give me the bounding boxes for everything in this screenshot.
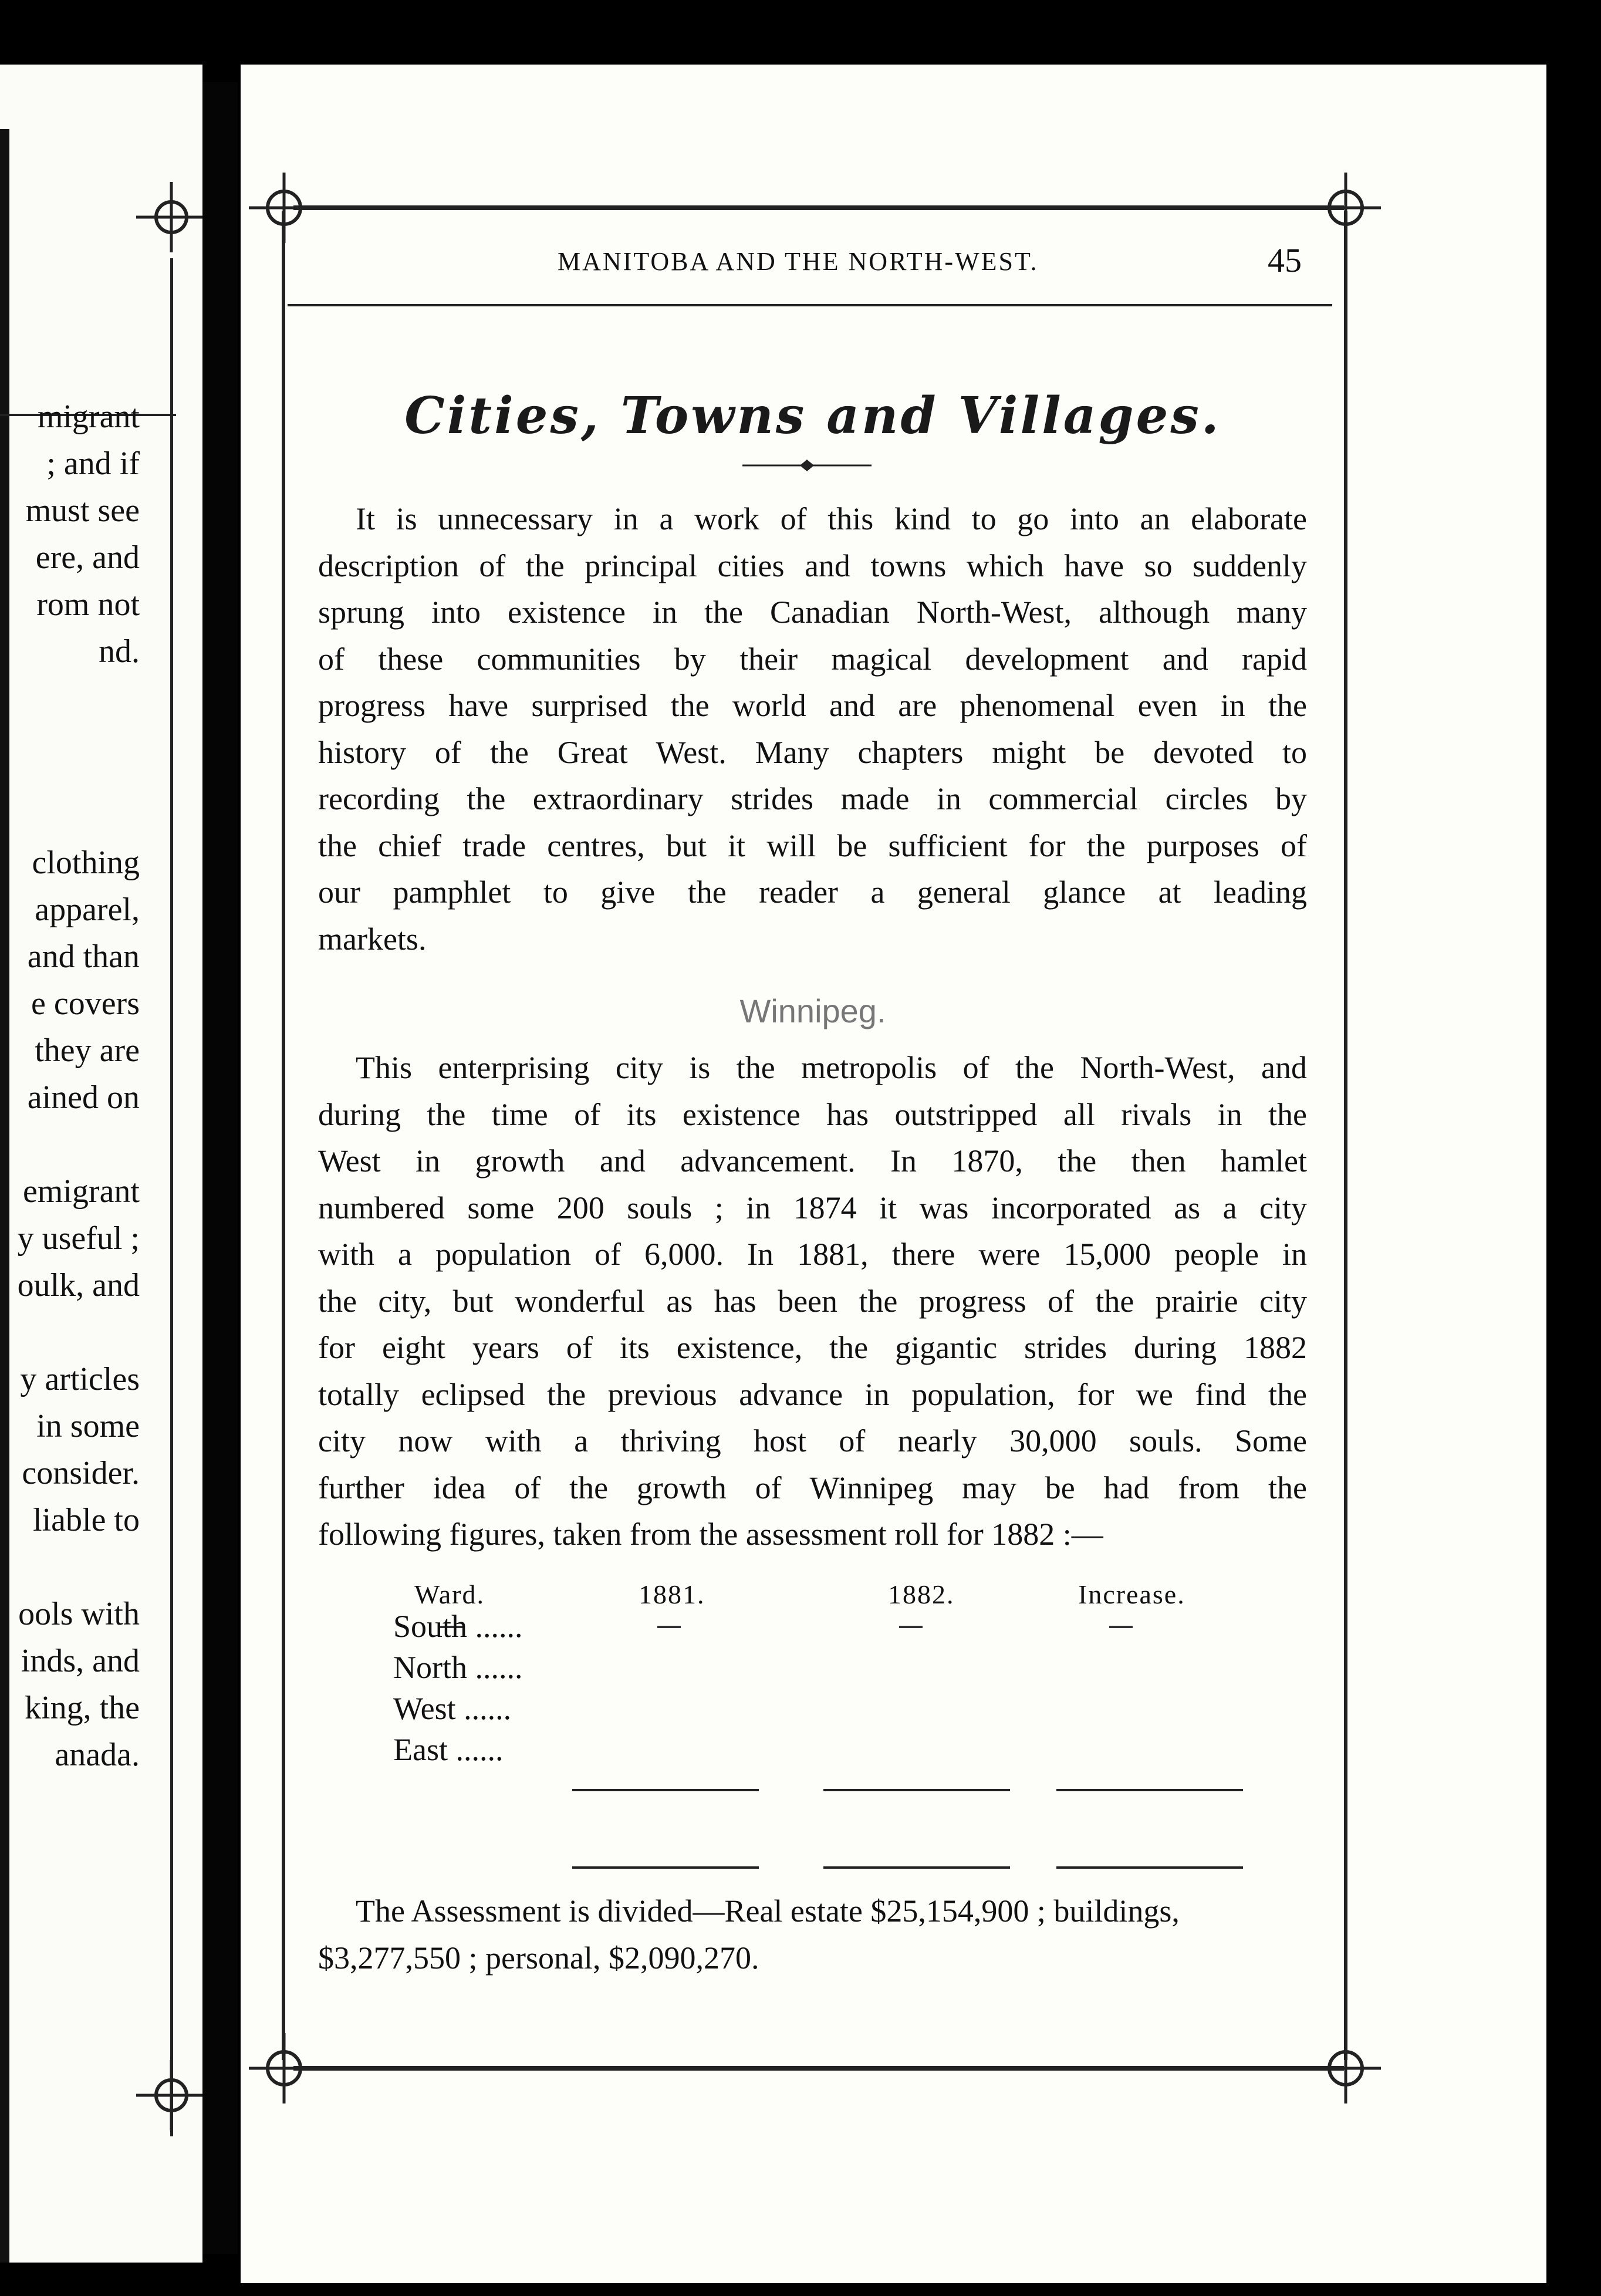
text-line: This enterprising city is the metropolis of the North-West, and bbox=[356, 1050, 1307, 1085]
previous-page-fragment: ere, and bbox=[35, 539, 140, 576]
running-head: MANITOBA AND THE NORTH-WEST. bbox=[558, 247, 1039, 276]
subtotal-rule bbox=[572, 1789, 759, 1791]
table-cell-ward: South ...... bbox=[393, 1609, 523, 1644]
frame-top-rule bbox=[293, 205, 1344, 210]
previous-page-fragment: anada. bbox=[55, 1737, 140, 1773]
previous-page-fragment: rom not bbox=[36, 586, 140, 623]
previous-page-fragment: oulk, and bbox=[17, 1267, 140, 1304]
previous-page-fragment: e covers bbox=[31, 985, 140, 1022]
header-rule bbox=[288, 304, 1332, 306]
header-1881: 1881. bbox=[639, 1579, 705, 1609]
header-increase: Increase. bbox=[1078, 1579, 1185, 1609]
text-line: of these communities by their magical development and rapid bbox=[318, 641, 1307, 677]
previous-page-fragment: ained on bbox=[27, 1079, 140, 1116]
previous-page-fragment: y useful ; bbox=[17, 1220, 140, 1257]
previous-page-fragment: and than bbox=[27, 938, 140, 975]
text-line: during the time of its existence has outstripped all rivals in the bbox=[318, 1096, 1307, 1132]
section-title: Cities, Towns and Villages. bbox=[404, 386, 1221, 445]
header-1882: 1882. bbox=[888, 1579, 955, 1609]
corner-ornament-top-left bbox=[249, 173, 319, 243]
table-cell-ward: East ...... bbox=[393, 1732, 504, 1767]
text-line: following figures, taken from the assessment roll for 1882 :— bbox=[318, 1517, 1103, 1552]
previous-page-fragment: they are bbox=[35, 1032, 140, 1069]
text-line: the chief trade centres, but it will be sufficient for the purposes of bbox=[318, 828, 1307, 863]
previous-page-fragment: must see bbox=[25, 492, 140, 529]
previous-page-fragment: in some bbox=[36, 1408, 140, 1444]
intro-paragraph bbox=[318, 496, 1307, 963]
previous-page-fragment: consider. bbox=[22, 1455, 140, 1491]
assessment-breakdown-line-1: The Assessment is divided—Real estate $25,154,900 ; buildings, bbox=[356, 1893, 1180, 1929]
text-line: West in growth and advancement. In 1870, the then hamlet bbox=[318, 1143, 1307, 1179]
table-cell-ward: North ...... bbox=[393, 1650, 523, 1685]
text-line: for eight years of its existence, the gigantic strides during 1882 bbox=[318, 1330, 1307, 1365]
text-line: It is unnecessary in a work of this kind to go into an elaborate bbox=[356, 501, 1307, 536]
assessment-breakdown-line-2: $3,277,550 ; personal, $2,090,270. bbox=[318, 1940, 759, 1976]
text-line: history of the Great West. Many chapters might be devoted to bbox=[318, 734, 1307, 770]
previous-page-fragment: king, the bbox=[25, 1690, 140, 1726]
previous-page-frame-rule bbox=[170, 258, 173, 2136]
corner-ornament-bottom-left bbox=[249, 2033, 319, 2103]
text-line: description of the principal cities and towns which have so suddenly bbox=[318, 548, 1307, 583]
table-cell-ward: West ...... bbox=[393, 1691, 512, 1726]
text-line: markets. bbox=[318, 921, 427, 957]
previous-page-fragment: ools with bbox=[18, 1596, 140, 1632]
text-line: with a population of 6,000. In 1881, there were 15,000 people in bbox=[318, 1237, 1307, 1272]
previous-page-corner-ornament-bottom bbox=[136, 2060, 202, 2130]
header-dash bbox=[657, 1626, 681, 1628]
previous-page-fragment: migrant bbox=[37, 399, 140, 435]
subtotal-rule bbox=[1056, 1789, 1243, 1791]
previous-page-fragment: y articles bbox=[20, 1361, 140, 1397]
text-line: our pamphlet to give the reader a general glance at leading bbox=[318, 874, 1307, 910]
previous-page-fragment: nd. bbox=[99, 633, 140, 670]
winnipeg-paragraph bbox=[318, 1045, 1307, 1558]
header-dash bbox=[899, 1626, 923, 1628]
frame-left-rule bbox=[282, 211, 285, 2060]
header-dash bbox=[1109, 1626, 1133, 1628]
previous-page-fragment: inds, and bbox=[21, 1643, 140, 1679]
total-underline bbox=[572, 1866, 759, 1869]
winnipeg-subheading: Winnipeg. bbox=[739, 992, 886, 1029]
page-number: 45 bbox=[1268, 241, 1302, 279]
previous-page-corner-ornament-top bbox=[136, 182, 202, 252]
total-underline bbox=[823, 1866, 1010, 1869]
previous-page-fragment: ; and if bbox=[46, 445, 140, 482]
text-line: sprung into existence in the Canadian North-West, although many bbox=[318, 595, 1307, 630]
text-line: the city, but wonderful as has been the progress of the prairie city bbox=[318, 1283, 1307, 1319]
text-line: city now with a thriving host of nearly 30,000 souls. Some bbox=[318, 1423, 1307, 1458]
previous-page bbox=[0, 65, 202, 2263]
corner-ornament-top-right bbox=[1310, 173, 1381, 243]
text-line: numbered some 200 souls ; in 1874 it was incorporated as a city bbox=[318, 1190, 1307, 1225]
header-ward: Ward. bbox=[414, 1579, 485, 1609]
frame-right-rule bbox=[1344, 211, 1347, 2060]
subtotal-rule bbox=[823, 1789, 1010, 1791]
title-flourish-ornament bbox=[742, 457, 872, 474]
text-line: recording the extraordinary strides made in commercial circles by bbox=[318, 781, 1307, 816]
frame-bottom-rule bbox=[293, 2066, 1344, 2071]
text-line: totally eclipsed the previous advance in population, for we find the bbox=[318, 1376, 1307, 1412]
previous-page-fragment: emigrant bbox=[22, 1173, 140, 1210]
previous-page-fragment: apparel, bbox=[35, 892, 140, 928]
text-line: further idea of the growth of Winnipeg may be had from the bbox=[318, 1470, 1307, 1505]
book-gutter bbox=[202, 82, 238, 2254]
corner-ornament-bottom-right bbox=[1310, 2033, 1381, 2103]
previous-page-fragment: clothing bbox=[32, 845, 140, 881]
previous-page-fragment: liable to bbox=[33, 1502, 140, 1538]
text-line: progress have surprised the world and are phenomenal even in the bbox=[318, 688, 1307, 723]
total-underline bbox=[1056, 1866, 1243, 1869]
